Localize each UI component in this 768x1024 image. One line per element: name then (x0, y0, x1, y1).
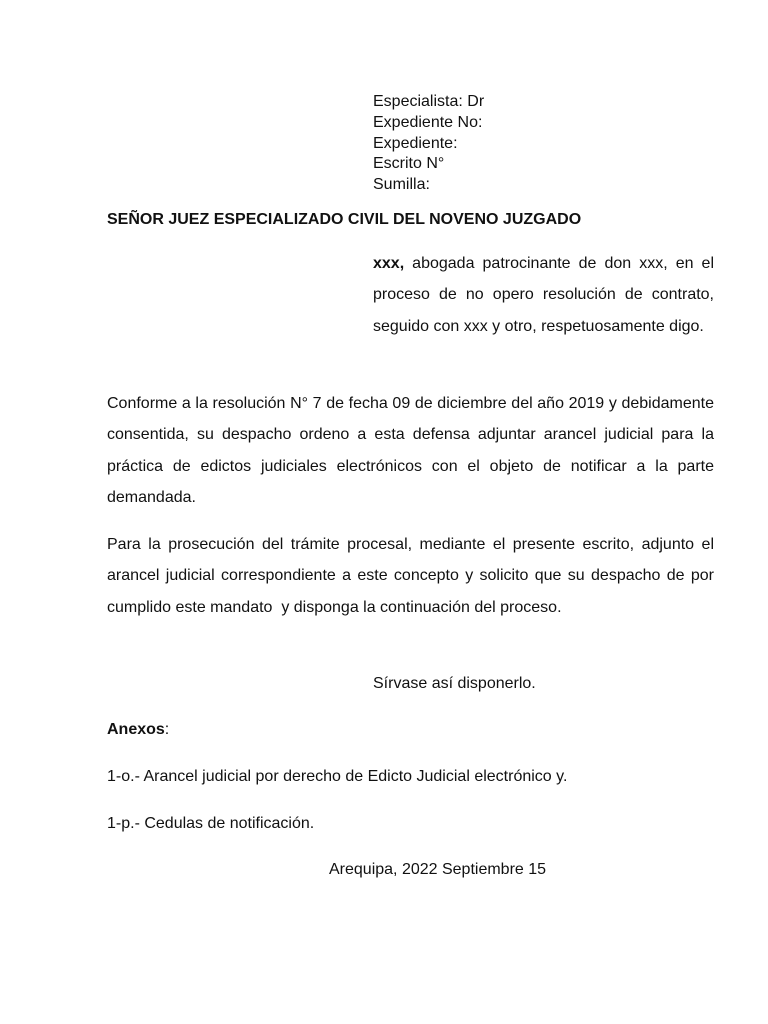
intro-paragraph (373, 248, 714, 342)
body-paragraph-1: Conforme a la resolución N° 7 de fecha 09 de diciembre del año 2019 y debidamente consentida, su despacho ordeno a esta defensa adjuntar arancel judicial para la práctica de edictos judiciales electrónicos con el objeto de notificar a la parte demandada. (107, 395, 719, 506)
closing-line: Sírvase así disponerlo. (373, 675, 536, 692)
addressee-heading: SEÑOR JUEZ ESPECIALIZADO CIVIL DEL NOVENO JUZGADO (107, 211, 582, 228)
anexos-colon: : (164, 721, 170, 738)
escrito-line: Escrito N° (373, 155, 445, 173)
intro-name: xxx, (373, 255, 405, 272)
expediente-no-line: Expediente No: (373, 113, 483, 131)
anexos-title: Anexos (107, 721, 165, 738)
expediente-line: Expediente: (373, 134, 458, 152)
date-line: Arequipa, 2022 Septiembre 15 (329, 861, 547, 878)
anexo-item-2: 1-p.- Cedulas de notificación. (107, 815, 315, 832)
intro-text: abogada patrocinante de don xxx, en el proceso de no opero resolución de contrato, seguido con xxx y otro, respetuosamente digo. (373, 255, 714, 335)
anexo-item-1: 1-o.- Arancel judicial por derecho de Edicto Judicial electrónico y. (107, 768, 568, 785)
especialista-line: Especialista: Dr (373, 93, 485, 110)
sumilla-line: Sumilla: (373, 176, 430, 194)
header-block (373, 92, 484, 196)
body-paragraph-2: Para la prosecución del trámite procesal, mediante el presente escrito, adjunto el arancel judicial correspondiente a este concepto y solicito que su despacho de por cumplido este mandato y disponga la continuación del proceso. (107, 536, 719, 616)
anexos-heading (107, 721, 169, 739)
